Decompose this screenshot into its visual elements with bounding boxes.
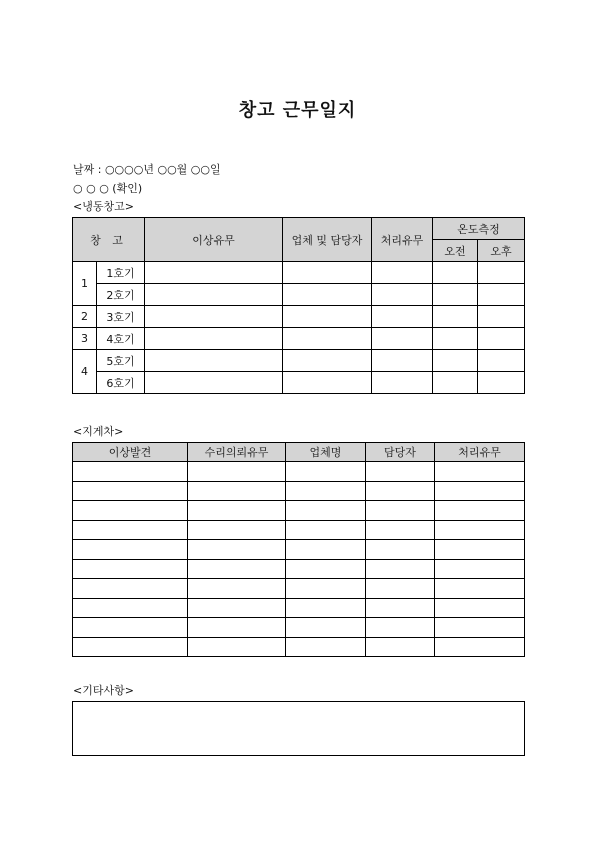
- forklift-row: [73, 501, 525, 521]
- handled-cell[interactable]: [435, 579, 525, 599]
- forklift-row: [73, 598, 525, 618]
- unit-label: 6호기: [97, 372, 145, 394]
- forklift-section-label: <지게차>: [73, 425, 124, 438]
- warehouse-number: 3: [73, 328, 97, 350]
- person-cell[interactable]: [366, 481, 435, 501]
- warehouse-number: 4: [73, 350, 97, 394]
- handled-cell[interactable]: [435, 481, 525, 501]
- temp-am-cell[interactable]: [433, 284, 478, 306]
- freezer-row: [73, 262, 525, 284]
- vendor-cell[interactable]: [283, 284, 372, 306]
- anomaly-cell[interactable]: [145, 372, 283, 394]
- confirm-line: ○ ○ ○ (확인): [73, 182, 143, 195]
- issue-cell[interactable]: [73, 637, 188, 657]
- vendor-cell[interactable]: [283, 328, 372, 350]
- vendor-name-cell[interactable]: [286, 501, 366, 521]
- temp-am-cell[interactable]: [433, 372, 478, 394]
- issue-cell[interactable]: [73, 559, 188, 579]
- issue-cell[interactable]: [73, 579, 188, 599]
- repair-cell[interactable]: [188, 540, 286, 560]
- vendor-cell[interactable]: [283, 306, 372, 328]
- header-handled: 처리유무: [435, 443, 525, 462]
- handled-cell[interactable]: [435, 618, 525, 638]
- anomaly-cell[interactable]: [145, 350, 283, 372]
- temp-pm-cell[interactable]: [478, 262, 525, 284]
- person-cell[interactable]: [366, 579, 435, 599]
- person-cell[interactable]: [366, 540, 435, 560]
- vendor-name-cell[interactable]: [286, 579, 366, 599]
- vendor-name-cell[interactable]: [286, 520, 366, 540]
- header-repair-requested: 수리의뢰유무: [188, 443, 286, 462]
- header-anomaly: 이상유무: [145, 218, 283, 262]
- notes-section-label: <기타사항>: [73, 684, 134, 697]
- header-warehouse: 창 고: [73, 218, 145, 262]
- vendor-name-cell[interactable]: [286, 559, 366, 579]
- repair-cell[interactable]: [188, 501, 286, 521]
- handled-cell[interactable]: [435, 501, 525, 521]
- person-cell[interactable]: [366, 520, 435, 540]
- temp-pm-cell[interactable]: [478, 328, 525, 350]
- unit-label: 4호기: [97, 328, 145, 350]
- forklift-row: [73, 462, 525, 482]
- forklift-row: [73, 579, 525, 599]
- person-cell[interactable]: [366, 462, 435, 482]
- date-line: 날짜 : ○○○○년 ○○월 ○○일: [73, 163, 221, 176]
- header-temperature: 온도측정: [433, 218, 525, 240]
- anomaly-cell[interactable]: [145, 328, 283, 350]
- freezer-table: [72, 217, 525, 394]
- person-cell[interactable]: [366, 637, 435, 657]
- vendor-cell[interactable]: [283, 372, 372, 394]
- issue-cell[interactable]: [73, 481, 188, 501]
- issue-cell[interactable]: [73, 618, 188, 638]
- handled-cell[interactable]: [435, 637, 525, 657]
- repair-cell[interactable]: [188, 462, 286, 482]
- repair-cell[interactable]: [188, 520, 286, 540]
- forklift-table: [72, 442, 525, 657]
- vendor-name-cell[interactable]: [286, 481, 366, 501]
- person-cell[interactable]: [366, 559, 435, 579]
- forklift-row: [73, 481, 525, 501]
- person-cell[interactable]: [366, 501, 435, 521]
- repair-cell[interactable]: [188, 637, 286, 657]
- person-cell[interactable]: [366, 598, 435, 618]
- vendor-name-cell[interactable]: [286, 598, 366, 618]
- vendor-cell[interactable]: [283, 262, 372, 284]
- warehouse-number: 2: [73, 306, 97, 328]
- page-title: 창고 근무일지: [238, 100, 357, 121]
- header-pm: 오후: [478, 240, 525, 262]
- notes-box[interactable]: [72, 701, 525, 756]
- handled-cell[interactable]: [435, 598, 525, 618]
- forklift-row: [73, 520, 525, 540]
- freezer-row: [73, 328, 525, 350]
- freezer-row: [73, 284, 525, 306]
- temp-pm-cell[interactable]: [478, 372, 525, 394]
- header-handled: 처리유무: [372, 218, 433, 262]
- temp-am-cell[interactable]: [433, 350, 478, 372]
- handled-cell[interactable]: [435, 540, 525, 560]
- repair-cell[interactable]: [188, 579, 286, 599]
- handled-cell[interactable]: [372, 372, 433, 394]
- repair-cell[interactable]: [188, 598, 286, 618]
- handled-cell[interactable]: [435, 462, 525, 482]
- vendor-name-cell[interactable]: [286, 618, 366, 638]
- forklift-row: [73, 559, 525, 579]
- warehouse-number: 1: [73, 262, 97, 306]
- vendor-cell[interactable]: [283, 350, 372, 372]
- temp-pm-cell[interactable]: [478, 306, 525, 328]
- vendor-name-cell[interactable]: [286, 462, 366, 482]
- repair-cell[interactable]: [188, 481, 286, 501]
- anomaly-cell[interactable]: [145, 284, 283, 306]
- freezer-row: [73, 372, 525, 394]
- handled-cell[interactable]: [372, 262, 433, 284]
- temp-am-cell[interactable]: [433, 306, 478, 328]
- handled-cell[interactable]: [372, 328, 433, 350]
- forklift-row: [73, 618, 525, 638]
- header-person-in-charge: 담당자: [366, 443, 435, 462]
- temp-am-cell[interactable]: [433, 262, 478, 284]
- temp-pm-cell[interactable]: [478, 350, 525, 372]
- header-vendor-name: 업체명: [286, 443, 366, 462]
- anomaly-cell[interactable]: [145, 306, 283, 328]
- header-am: 오전: [433, 240, 478, 262]
- temp-am-cell[interactable]: [433, 328, 478, 350]
- forklift-table-body: [73, 462, 525, 657]
- vendor-name-cell[interactable]: [286, 540, 366, 560]
- freezer-row: [73, 306, 525, 328]
- vendor-name-cell[interactable]: [286, 637, 366, 657]
- person-cell[interactable]: [366, 618, 435, 638]
- handled-cell[interactable]: [372, 350, 433, 372]
- repair-cell[interactable]: [188, 618, 286, 638]
- handled-cell[interactable]: [435, 520, 525, 540]
- unit-label: 3호기: [97, 306, 145, 328]
- freezer-table-body: [73, 262, 525, 394]
- unit-label: 5호기: [97, 350, 145, 372]
- issue-cell[interactable]: [73, 501, 188, 521]
- repair-cell[interactable]: [188, 559, 286, 579]
- header-issue-found: 이상발견: [73, 443, 188, 462]
- issue-cell[interactable]: [73, 520, 188, 540]
- handled-cell[interactable]: [435, 559, 525, 579]
- issue-cell[interactable]: [73, 540, 188, 560]
- unit-label: 2호기: [97, 284, 145, 306]
- forklift-row: [73, 637, 525, 657]
- issue-cell[interactable]: [73, 598, 188, 618]
- handled-cell[interactable]: [372, 284, 433, 306]
- temp-pm-cell[interactable]: [478, 284, 525, 306]
- issue-cell[interactable]: [73, 462, 188, 482]
- freezer-section-label: <냉동창고>: [73, 200, 134, 213]
- handled-cell[interactable]: [372, 306, 433, 328]
- freezer-row: [73, 350, 525, 372]
- forklift-row: [73, 540, 525, 560]
- anomaly-cell[interactable]: [145, 262, 283, 284]
- header-vendor: 업체 및 담당자: [283, 218, 372, 262]
- unit-label: 1호기: [97, 262, 145, 284]
